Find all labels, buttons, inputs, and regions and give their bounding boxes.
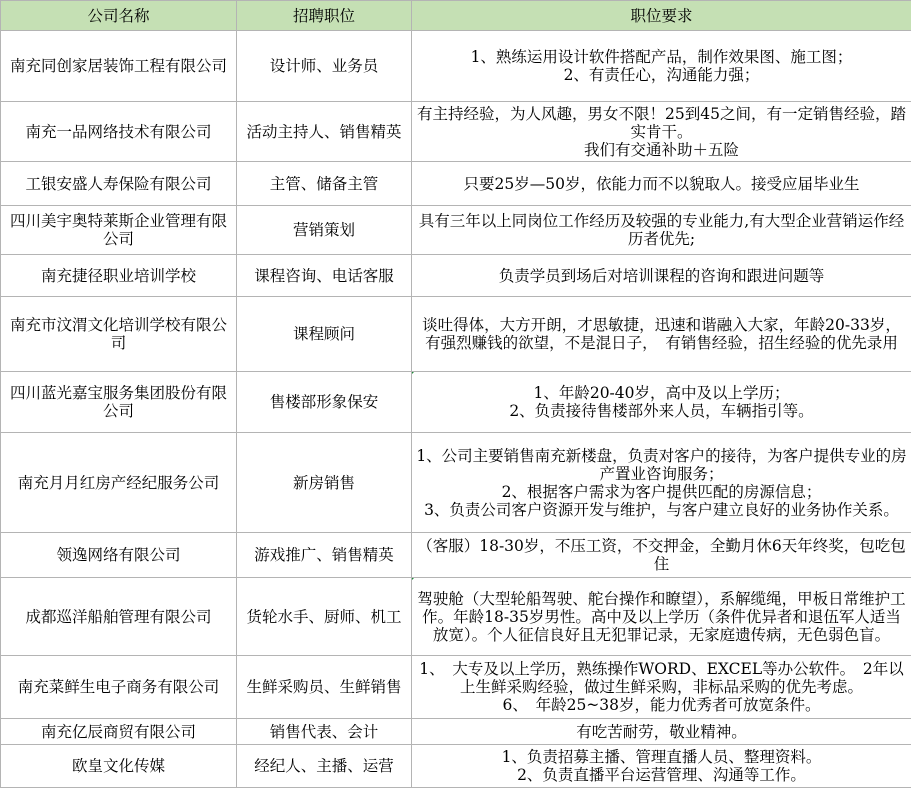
table-row [1, 533, 911, 578]
table-row [1, 297, 911, 372]
cell-requirements[interactable] [412, 719, 911, 745]
cell-requirements[interactable] [412, 297, 911, 372]
cell-requirements[interactable] [412, 31, 911, 102]
cell-position[interactable]: 售楼部形象保安 [237, 372, 412, 433]
header-company[interactable]: 公司名称 [1, 1, 237, 31]
requirement-line: 负责学员到场后对培训课程的咨询和跟进问题等 [415, 267, 908, 285]
cell-position[interactable]: 生鲜采购员、生鲜销售 [237, 656, 412, 719]
cell-requirements[interactable] [412, 206, 911, 255]
cell-requirements[interactable] [412, 255, 911, 297]
cell-company[interactable]: 南充一品网络技术有限公司 [1, 102, 237, 162]
requirement-line: 驾驶舱（大型轮船驾驶、舵台操作和瞭望），系解缆绳，甲板日常维护工作。年龄18-35岁男性。高中及以上学历（条件优异者和退伍军人适当放宽）。个人征信良好且无犯罪记录，无家庭遗传病，无色弱色盲。 [415, 590, 908, 644]
cell-position[interactable]: 营销策划 [237, 206, 412, 255]
header-position[interactable]: 招聘职位 [237, 1, 412, 31]
cell-company[interactable]: 工银安盛人寿保险有限公司 [1, 162, 237, 206]
requirement-line: 2、有责任心，沟通能力强； [415, 66, 908, 84]
requirement-line: 2、负责直播平台运营管理、沟通等工作。 [415, 766, 908, 784]
cell-requirements[interactable] [412, 433, 911, 533]
table-row [1, 433, 911, 533]
cell-position[interactable]: 活动主持人、销售精英 [237, 102, 412, 162]
table-row [1, 745, 911, 788]
cell-position[interactable]: 课程咨询、电话客服 [237, 255, 412, 297]
cell-position[interactable]: 主管、储备主管 [237, 162, 412, 206]
requirement-line: 2、负责接待售楼部外来人员，车辆指引等。 [415, 402, 908, 420]
cell-company[interactable]: 成都巡洋船舶管理有限公司 [1, 578, 237, 656]
requirement-line: （客服）18-30岁，不压工资，不交押金，全勤月休6天年终奖，包吃包住 [415, 537, 908, 573]
cell-requirements[interactable] [412, 656, 911, 719]
table-row [1, 719, 911, 745]
requirement-line: 具有三年以上同岗位工作经历及较强的专业能力,有大型企业营销运作经历者优先; [415, 212, 908, 248]
cell-company[interactable]: 领逸网络有限公司 [1, 533, 237, 578]
cell-company[interactable]: 南充亿辰商贸有限公司 [1, 719, 237, 745]
requirement-line: 1、熟练运用设计软件搭配产品，制作效果图、施工图； [415, 48, 908, 66]
requirement-line: 3、负责公司客户资源开发与维护，与客户建立良好的业务协作关系。 [415, 501, 908, 519]
header-requirements[interactable]: 职位要求 [412, 1, 911, 31]
cell-company[interactable]: 四川美宇奥特莱斯企业管理有限公司 [1, 206, 237, 255]
table-row [1, 162, 911, 206]
cell-requirements[interactable] [412, 745, 911, 788]
cell-requirements[interactable] [412, 533, 911, 578]
table-row [1, 31, 911, 102]
cell-requirements[interactable] [412, 578, 911, 656]
cell-company[interactable]: 南充月月红房产经纪服务公司 [1, 433, 237, 533]
cell-position[interactable]: 游戏推广、销售精英 [237, 533, 412, 578]
cell-position[interactable]: 设计师、业务员 [237, 31, 412, 102]
cell-company[interactable]: 南充市汶渭文化培训学校有限公司 [1, 297, 237, 372]
requirement-line: 有吃苦耐劳，敬业精神。 [415, 723, 908, 741]
header-row [1, 1, 911, 31]
table-row [1, 656, 911, 719]
table-row [1, 255, 911, 297]
requirement-line: 1、负责招募主播、管理直播人员、整理资料。 [415, 748, 908, 766]
cell-position[interactable]: 经纪人、主播、运营 [237, 745, 412, 788]
table-body [1, 31, 911, 788]
cell-position[interactable]: 新房销售 [237, 433, 412, 533]
cell-requirements[interactable] [412, 162, 911, 206]
table-row [1, 102, 911, 162]
cell-company[interactable]: 四川蓝光嘉宝服务集团股份有限公司 [1, 372, 237, 433]
requirement-line: 我们有交通补助＋五险 [415, 141, 908, 159]
cell-position[interactable]: 货轮水手、厨师、机工 [237, 578, 412, 656]
requirement-line: 1、年龄20-40岁，高中及以上学历； [415, 384, 908, 402]
requirement-line: 6、 年龄25~38岁，能力优秀者可放宽条件。 [415, 696, 908, 714]
requirement-line: 有主持经验，为人风趣，男女不限！25到45之间，有一定销售经验，踏实肯干。 [415, 105, 908, 141]
requirement-line: 1、公司主要销售南充新楼盘，负责对客户的接待，为客户提供专业的房产置业咨询服务； [415, 447, 908, 483]
cell-company[interactable]: 南充菜鲜生电子商务有限公司 [1, 656, 237, 719]
cell-requirements[interactable] [412, 372, 911, 433]
table-row [1, 206, 911, 255]
requirement-line: 1、 大专及以上学历，熟练操作WORD、EXCEL等办公软件。 2年以上生鲜采购经验，做过生鲜采购，非标品采购的优先考虑。 [415, 660, 908, 696]
requirement-line: 谈吐得体，大方开朗，才思敏捷，迅速和谐融入大家，年龄20-33岁，有强烈赚钱的欲望，不是混日子， 有销售经验，招生经验的优先录用 [415, 316, 908, 352]
cell-position[interactable]: 课程顾问 [237, 297, 412, 372]
table-row [1, 372, 911, 433]
cell-company[interactable]: 南充同创家居装饰工程有限公司 [1, 31, 237, 102]
cell-position[interactable]: 销售代表、会计 [237, 719, 412, 745]
cell-requirements[interactable] [412, 102, 911, 162]
cell-company[interactable]: 欧皇文化传媒 [1, 745, 237, 788]
cell-company[interactable]: 南充捷径职业培训学校 [1, 255, 237, 297]
requirement-line: 2、根据客户需求为客户提供匹配的房源信息； [415, 483, 908, 501]
requirement-line: 只要25岁—50岁，依能力而不以貌取人。接受应届毕业生 [415, 175, 908, 193]
table-row [1, 578, 911, 656]
